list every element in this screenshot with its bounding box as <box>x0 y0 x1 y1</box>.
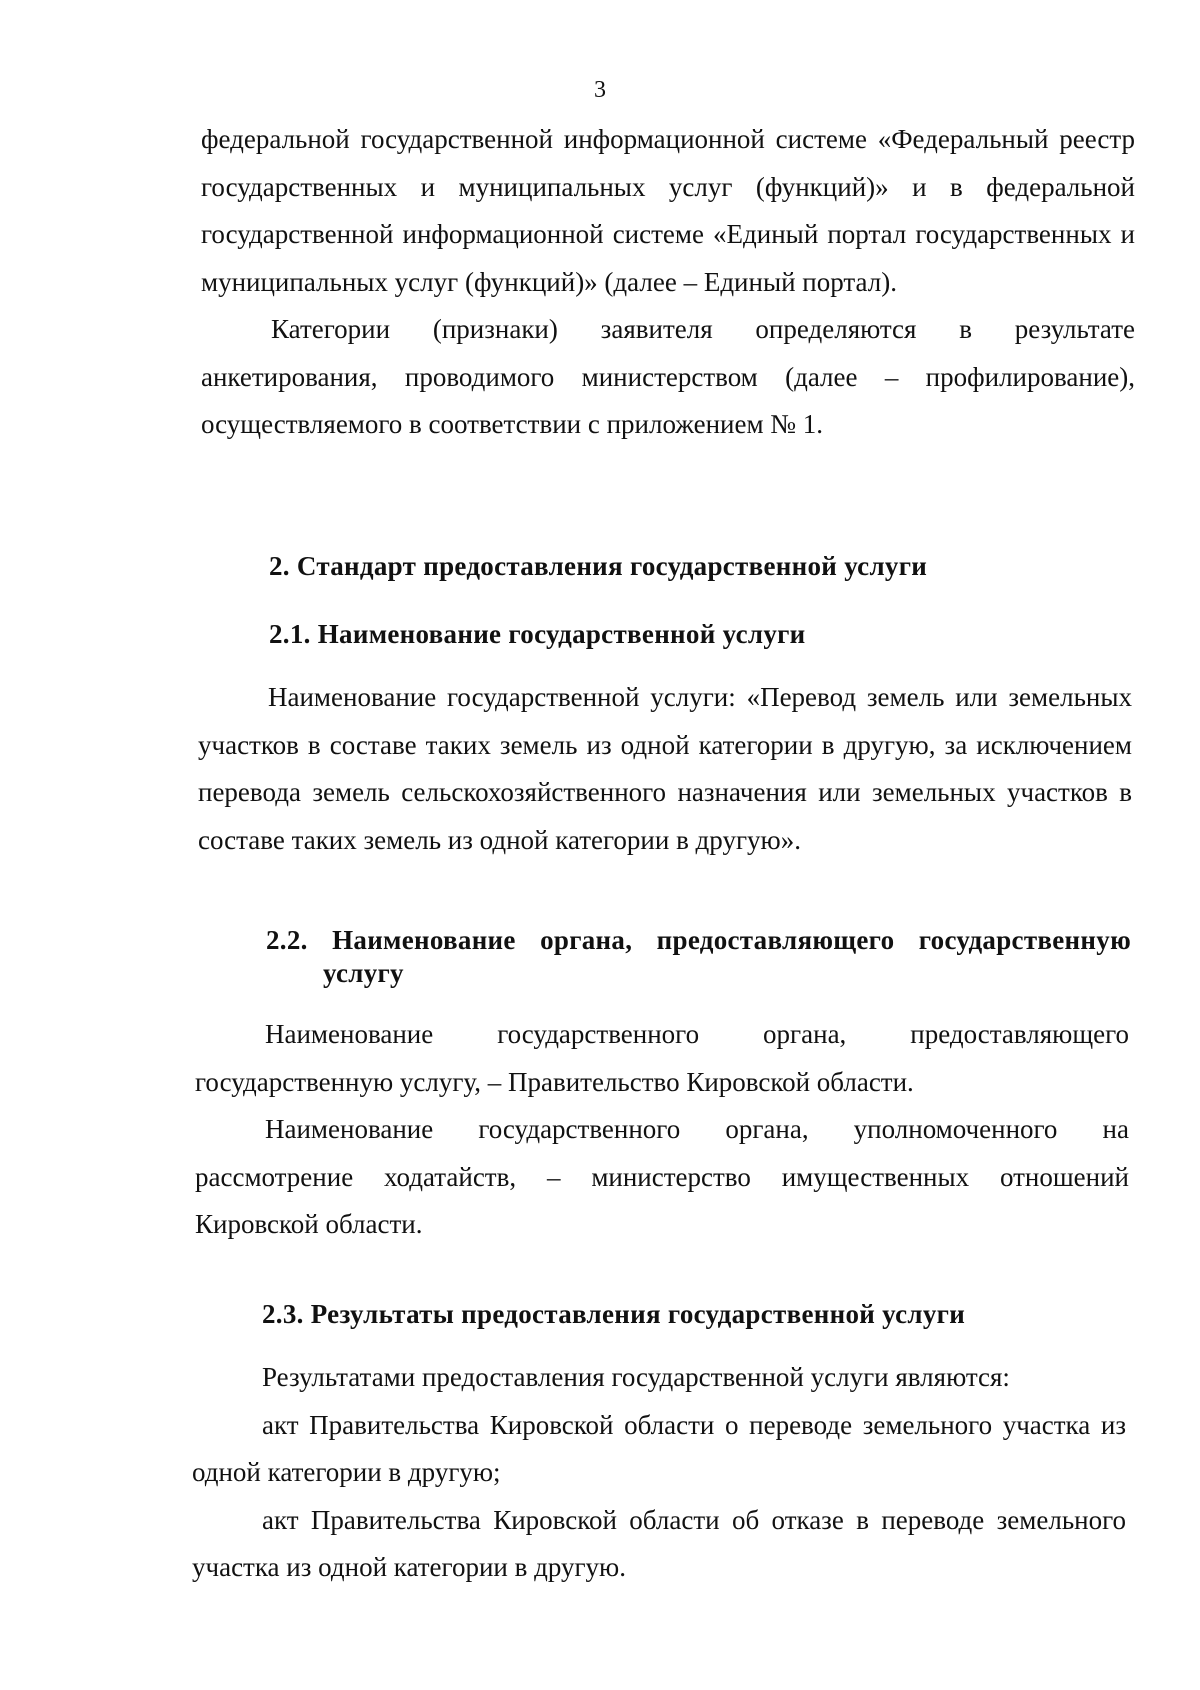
section-2-block <box>200 550 1134 583</box>
service-name-paragraph: Наименование государственной услуги: «Перевод земель или земельных участков в составе таких земель из одной категории в другую, за исключением перевода земель сельскохозяйственного назначения или земельных участков в составе таких земель из одной категории в другую». <box>198 682 1132 855</box>
intro-paragraph-2: Категории (признаки) заявителя определяются в результате анкетирования, проводимого министерством (далее – профилирование), осуществляемого в соответствии с приложением № 1. <box>201 314 1135 439</box>
intro-paragraph-1: федеральной государственной информационной системе «Федеральный реестр государственных и муниципальных услуг (функций)» и в федеральной государственной информационной системе «Единый портал государственных и муниципальных услуг (функций)» (далее – Единый портал). <box>201 124 1135 297</box>
results-intro-paragraph: Результатами предоставления государственной услуги являются: <box>262 1362 1010 1392</box>
result-refusal-paragraph: акт Правительства Кировской области об отказе в переводе земельного участка из одной категории в другую. <box>192 1504 1126 1582</box>
providing-body-paragraph: Наименование государственного органа, предоставляющего государственную услугу, – Правительство Кировской области. <box>195 1019 1129 1097</box>
page-number: 3 <box>594 77 606 103</box>
intro-block <box>201 116 1135 449</box>
section-2-2-heading: 2.2. Наименование органа, предоставляющего государственную услугу <box>266 925 1131 988</box>
authorized-body-paragraph: Наименование государственного органа, уполномоченного на рассмотрение ходатайств, – министерство имущественных отношений Кировской области. <box>195 1114 1129 1239</box>
section-2-2-block <box>197 924 1131 990</box>
section-2-3-body <box>192 1354 1126 1592</box>
section-2-3-heading: 2.3. Результаты предоставления государственной услуги <box>262 1299 966 1329</box>
section-2-1-heading: 2.1. Наименование государственной услуги <box>269 619 806 649</box>
section-2-2-body <box>195 1011 1129 1249</box>
result-transfer-paragraph: акт Правительства Кировской области о переводе земельного участка из одной категории в другую; <box>192 1409 1126 1487</box>
section-2-1-block <box>200 618 1134 651</box>
section-2-heading: 2. Стандарт предоставления государственной услуги <box>269 551 928 581</box>
section-2-1-body <box>198 674 1132 864</box>
section-2-3-block <box>193 1298 1127 1331</box>
